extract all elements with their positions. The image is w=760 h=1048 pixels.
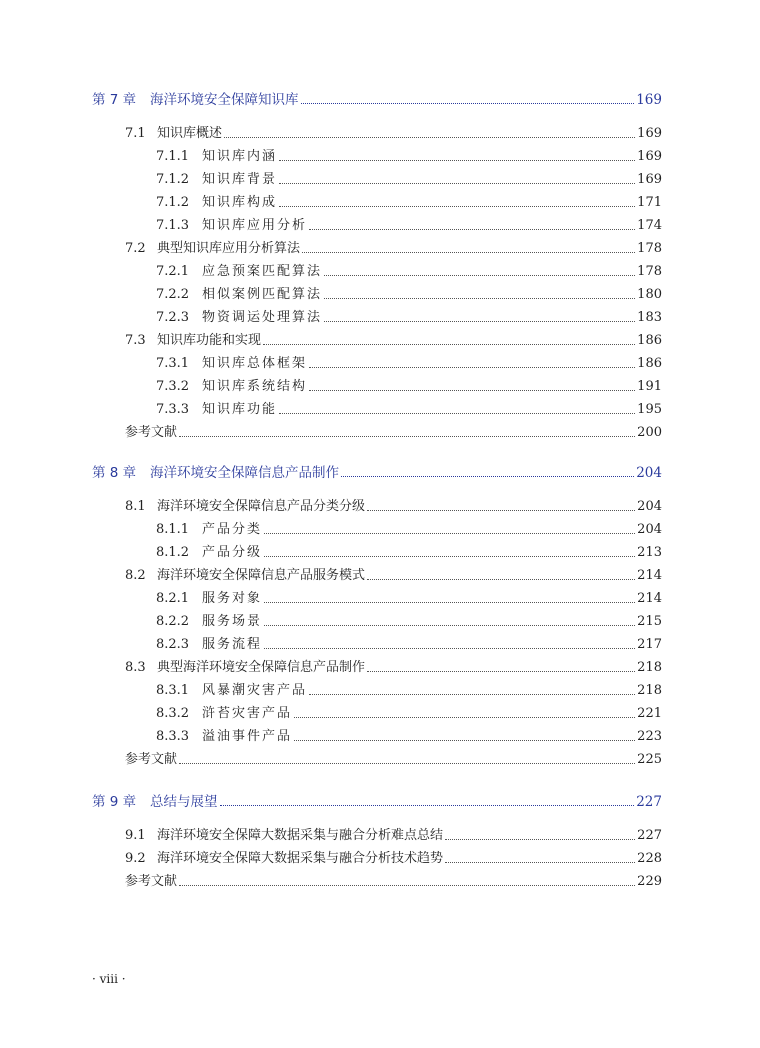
toc-entry-page: 228 bbox=[637, 851, 662, 866]
toc-entry-page: 204 bbox=[637, 522, 662, 537]
toc-leader-dots bbox=[224, 137, 635, 138]
toc-entry-number: 9.1 bbox=[125, 828, 146, 843]
toc-entry-title: 参考文献 bbox=[125, 874, 178, 889]
toc-entry-title: 海洋环境安全保障信息产品分类分级 bbox=[157, 499, 366, 514]
toc-entry-title: 知识库总体框架 bbox=[202, 356, 308, 371]
toc-entry-page: 229 bbox=[637, 874, 662, 889]
toc-subsection-entry[interactable] bbox=[92, 677, 662, 699]
toc-entry-page: 217 bbox=[637, 637, 662, 652]
toc-entry-page: 186 bbox=[637, 333, 662, 348]
toc-entry-title: 风暴潮灾害产品 bbox=[202, 683, 308, 698]
toc-entry-page: 215 bbox=[637, 614, 662, 629]
toc-entry-page: 178 bbox=[637, 241, 662, 256]
toc-entry-title: 知识库背景 bbox=[202, 172, 278, 187]
toc-entry-number: 8.1.1 bbox=[156, 522, 190, 537]
toc-entry-page: 178 bbox=[637, 264, 662, 279]
toc-leader-dots bbox=[367, 579, 635, 580]
toc-leader-dots bbox=[324, 321, 635, 322]
toc-section-entry[interactable] bbox=[92, 493, 662, 515]
toc-leader-dots bbox=[294, 740, 635, 741]
toc-section-entry[interactable] bbox=[92, 822, 662, 844]
toc-entry-number: 7.3 bbox=[125, 333, 146, 348]
toc-subsection-entry[interactable] bbox=[92, 189, 662, 211]
toc-entry-number: 7.3.1 bbox=[156, 356, 190, 371]
toc-entry-number: 8.2 bbox=[125, 568, 146, 583]
toc-leader-dots bbox=[324, 275, 635, 276]
toc-references-entry[interactable] bbox=[92, 419, 662, 441]
toc-chapter-entry[interactable] bbox=[92, 86, 662, 108]
toc-entry-number: 第 9 章 bbox=[92, 794, 137, 810]
toc-entry-number: 7.2.3 bbox=[156, 310, 190, 325]
toc-subsection-entry[interactable] bbox=[92, 631, 662, 653]
toc-subsection-entry[interactable] bbox=[92, 700, 662, 722]
toc-leader-dots bbox=[264, 625, 635, 626]
toc-subsection-entry[interactable] bbox=[92, 350, 662, 372]
toc-leader-dots bbox=[179, 885, 635, 886]
toc-entry-number: 8.2.2 bbox=[156, 614, 190, 629]
toc-leader-dots bbox=[179, 436, 635, 437]
toc-leader-dots bbox=[367, 671, 635, 672]
toc-entry-title: 海洋环境安全保障知识库 bbox=[150, 92, 299, 108]
toc-entry-number: 8.1 bbox=[125, 499, 146, 514]
toc-entry-page: 227 bbox=[637, 828, 662, 843]
toc-entry-page: 183 bbox=[637, 310, 662, 325]
toc-entry-number: 7.1.3 bbox=[156, 218, 190, 233]
toc-entry-page: 204 bbox=[636, 465, 662, 481]
toc-leader-dots bbox=[445, 862, 635, 863]
toc-leader-dots bbox=[264, 533, 635, 534]
toc-subsection-entry[interactable] bbox=[92, 258, 662, 280]
toc-entry-page: 227 bbox=[636, 794, 662, 810]
toc-references-entry[interactable] bbox=[92, 868, 662, 890]
toc-section-entry[interactable] bbox=[92, 327, 662, 349]
toc-leader-dots bbox=[294, 717, 635, 718]
toc-leader-dots bbox=[341, 476, 634, 477]
toc-entry-title: 典型海洋环境安全保障信息产品制作 bbox=[157, 660, 366, 675]
toc-entry-number: 8.3.2 bbox=[156, 706, 190, 721]
toc-leader-dots bbox=[309, 390, 635, 391]
toc-entry-number: 第 8 章 bbox=[92, 465, 137, 481]
toc-subsection-entry[interactable] bbox=[92, 516, 662, 538]
toc-subsection-entry[interactable] bbox=[92, 212, 662, 234]
toc-entry-page: 225 bbox=[637, 752, 662, 767]
toc-entry-title: 知识库构成 bbox=[202, 195, 278, 210]
toc-entry-title: 参考文献 bbox=[125, 752, 178, 767]
toc-leader-dots bbox=[324, 298, 635, 299]
toc-entry-number: 7.3.3 bbox=[156, 402, 190, 417]
toc-entry-title: 知识库功能和实现 bbox=[157, 333, 262, 348]
toc-subsection-entry[interactable] bbox=[92, 281, 662, 303]
toc-entry-title: 海洋环境安全保障信息产品制作 bbox=[150, 465, 339, 481]
toc-entry-page: 214 bbox=[637, 568, 662, 583]
toc-entry-page: 195 bbox=[637, 402, 662, 417]
toc-subsection-entry[interactable] bbox=[92, 723, 662, 745]
toc-entry-page: 213 bbox=[637, 545, 662, 560]
toc-leader-dots bbox=[302, 252, 635, 253]
toc-entry-page: 221 bbox=[637, 706, 662, 721]
toc-entry-title: 总结与展望 bbox=[150, 794, 218, 810]
toc-leader-dots bbox=[264, 648, 635, 649]
toc-subsection-entry[interactable] bbox=[92, 304, 662, 326]
toc-section-entry[interactable] bbox=[92, 562, 662, 584]
toc-entry-page: 169 bbox=[636, 92, 662, 108]
toc-entry-title: 产品分类 bbox=[202, 522, 263, 537]
toc-entry-page: 204 bbox=[637, 499, 662, 514]
toc-entry-number: 8.3.3 bbox=[156, 729, 190, 744]
toc-leader-dots bbox=[309, 694, 635, 695]
toc-entry-page: 169 bbox=[637, 172, 662, 187]
toc-entry-number: 7.3.2 bbox=[156, 379, 190, 394]
toc-subsection-entry[interactable] bbox=[92, 585, 662, 607]
toc-entry-number: 7.1.1 bbox=[156, 149, 190, 164]
toc-section-entry[interactable] bbox=[92, 120, 662, 142]
toc-entry-title: 知识库应用分析 bbox=[202, 218, 308, 233]
toc-entry-number: 8.2.3 bbox=[156, 637, 190, 652]
toc-leader-dots bbox=[279, 206, 635, 207]
toc-entry-number: 7.2 bbox=[125, 241, 146, 256]
toc-leader-dots bbox=[264, 602, 635, 603]
toc-entry-title: 应急预案匹配算法 bbox=[202, 264, 323, 279]
toc-leader-dots bbox=[309, 367, 635, 368]
toc-entry-number: 8.1.2 bbox=[156, 545, 190, 560]
toc-entry-title: 溢油事件产品 bbox=[202, 729, 293, 744]
toc-entry-title: 相似案例匹配算法 bbox=[202, 287, 323, 302]
toc-entry-page: 191 bbox=[637, 379, 662, 394]
toc-entry-title: 产品分级 bbox=[202, 545, 263, 560]
toc-entry-title: 海洋环境安全保障大数据采集与融合分析难点总结 bbox=[157, 828, 444, 843]
toc-entry-number: 8.3 bbox=[125, 660, 146, 675]
toc-entry-number: 7.1.2 bbox=[156, 195, 190, 210]
toc-entry-page: 214 bbox=[637, 591, 662, 606]
toc-subsection-entry[interactable] bbox=[92, 539, 662, 561]
toc-subsection-entry[interactable] bbox=[92, 166, 662, 188]
toc-entry-title: 物资调运处理算法 bbox=[202, 310, 323, 325]
toc-entry-title: 服务场景 bbox=[202, 614, 263, 629]
toc-section-entry[interactable] bbox=[92, 845, 662, 867]
toc-entry-title: 知识库系统结构 bbox=[202, 379, 308, 394]
toc-entry-number: 7.1 bbox=[125, 126, 146, 141]
toc-leader-dots bbox=[279, 183, 635, 184]
toc-entry-page: 200 bbox=[637, 425, 662, 440]
toc-leader-dots bbox=[279, 413, 635, 414]
toc-entry-title: 服务流程 bbox=[202, 637, 263, 652]
toc-leader-dots bbox=[445, 839, 635, 840]
toc-leader-dots bbox=[263, 344, 635, 345]
toc-entry-page: 218 bbox=[637, 660, 662, 675]
toc-entry-page: 174 bbox=[637, 218, 662, 233]
toc-entry-number: 8.3.1 bbox=[156, 683, 190, 698]
toc-chapter-entry[interactable] bbox=[92, 459, 662, 481]
toc-leader-dots bbox=[301, 103, 635, 104]
toc-leader-dots bbox=[309, 229, 635, 230]
toc-leader-dots bbox=[179, 763, 635, 764]
toc-entry-page: 169 bbox=[637, 126, 662, 141]
toc-entry-page: 180 bbox=[637, 287, 662, 302]
toc-leader-dots bbox=[264, 556, 635, 557]
toc-entry-title: 参考文献 bbox=[125, 425, 178, 440]
toc-entry-title: 浒苔灾害产品 bbox=[202, 706, 293, 721]
toc-entry-title: 知识库概述 bbox=[157, 126, 223, 141]
toc-subsection-entry[interactable] bbox=[92, 396, 662, 418]
toc-entry-title: 服务对象 bbox=[202, 591, 263, 606]
toc-subsection-entry[interactable] bbox=[92, 373, 662, 395]
toc-chapter-entry[interactable] bbox=[92, 788, 662, 810]
toc-leader-dots bbox=[367, 510, 635, 511]
toc-section-entry[interactable] bbox=[92, 235, 662, 257]
toc-entry-number: 7.2.2 bbox=[156, 287, 190, 302]
toc-entry-title: 知识库功能 bbox=[202, 402, 278, 417]
toc-entry-number: 7.1.2 bbox=[156, 172, 190, 187]
toc-entry-number: 9.2 bbox=[125, 851, 146, 866]
toc-entry-page: 169 bbox=[637, 149, 662, 164]
toc-leader-dots bbox=[220, 805, 635, 806]
page-number-footer: · viii · bbox=[92, 972, 126, 986]
toc-entry-page: 171 bbox=[637, 195, 662, 210]
toc-entry-title: 知识库内涵 bbox=[202, 149, 278, 164]
toc-entry-title: 典型知识库应用分析算法 bbox=[157, 241, 301, 256]
toc-references-entry[interactable] bbox=[92, 746, 662, 768]
toc-entry-title: 海洋环境安全保障大数据采集与融合分析技术趋势 bbox=[157, 851, 444, 866]
toc-entry-page: 218 bbox=[637, 683, 662, 698]
toc-entry-number: 7.2.1 bbox=[156, 264, 190, 279]
toc-subsection-entry[interactable] bbox=[92, 608, 662, 630]
toc-entry-number: 8.2.1 bbox=[156, 591, 190, 606]
toc-entry-number: 第 7 章 bbox=[92, 92, 137, 108]
toc-section-entry[interactable] bbox=[92, 654, 662, 676]
toc-entry-title: 海洋环境安全保障信息产品服务模式 bbox=[157, 568, 366, 583]
toc-entry-page: 186 bbox=[637, 356, 662, 371]
toc-subsection-entry[interactable] bbox=[92, 143, 662, 165]
toc-leader-dots bbox=[279, 160, 635, 161]
toc-entry-page: 223 bbox=[637, 729, 662, 744]
